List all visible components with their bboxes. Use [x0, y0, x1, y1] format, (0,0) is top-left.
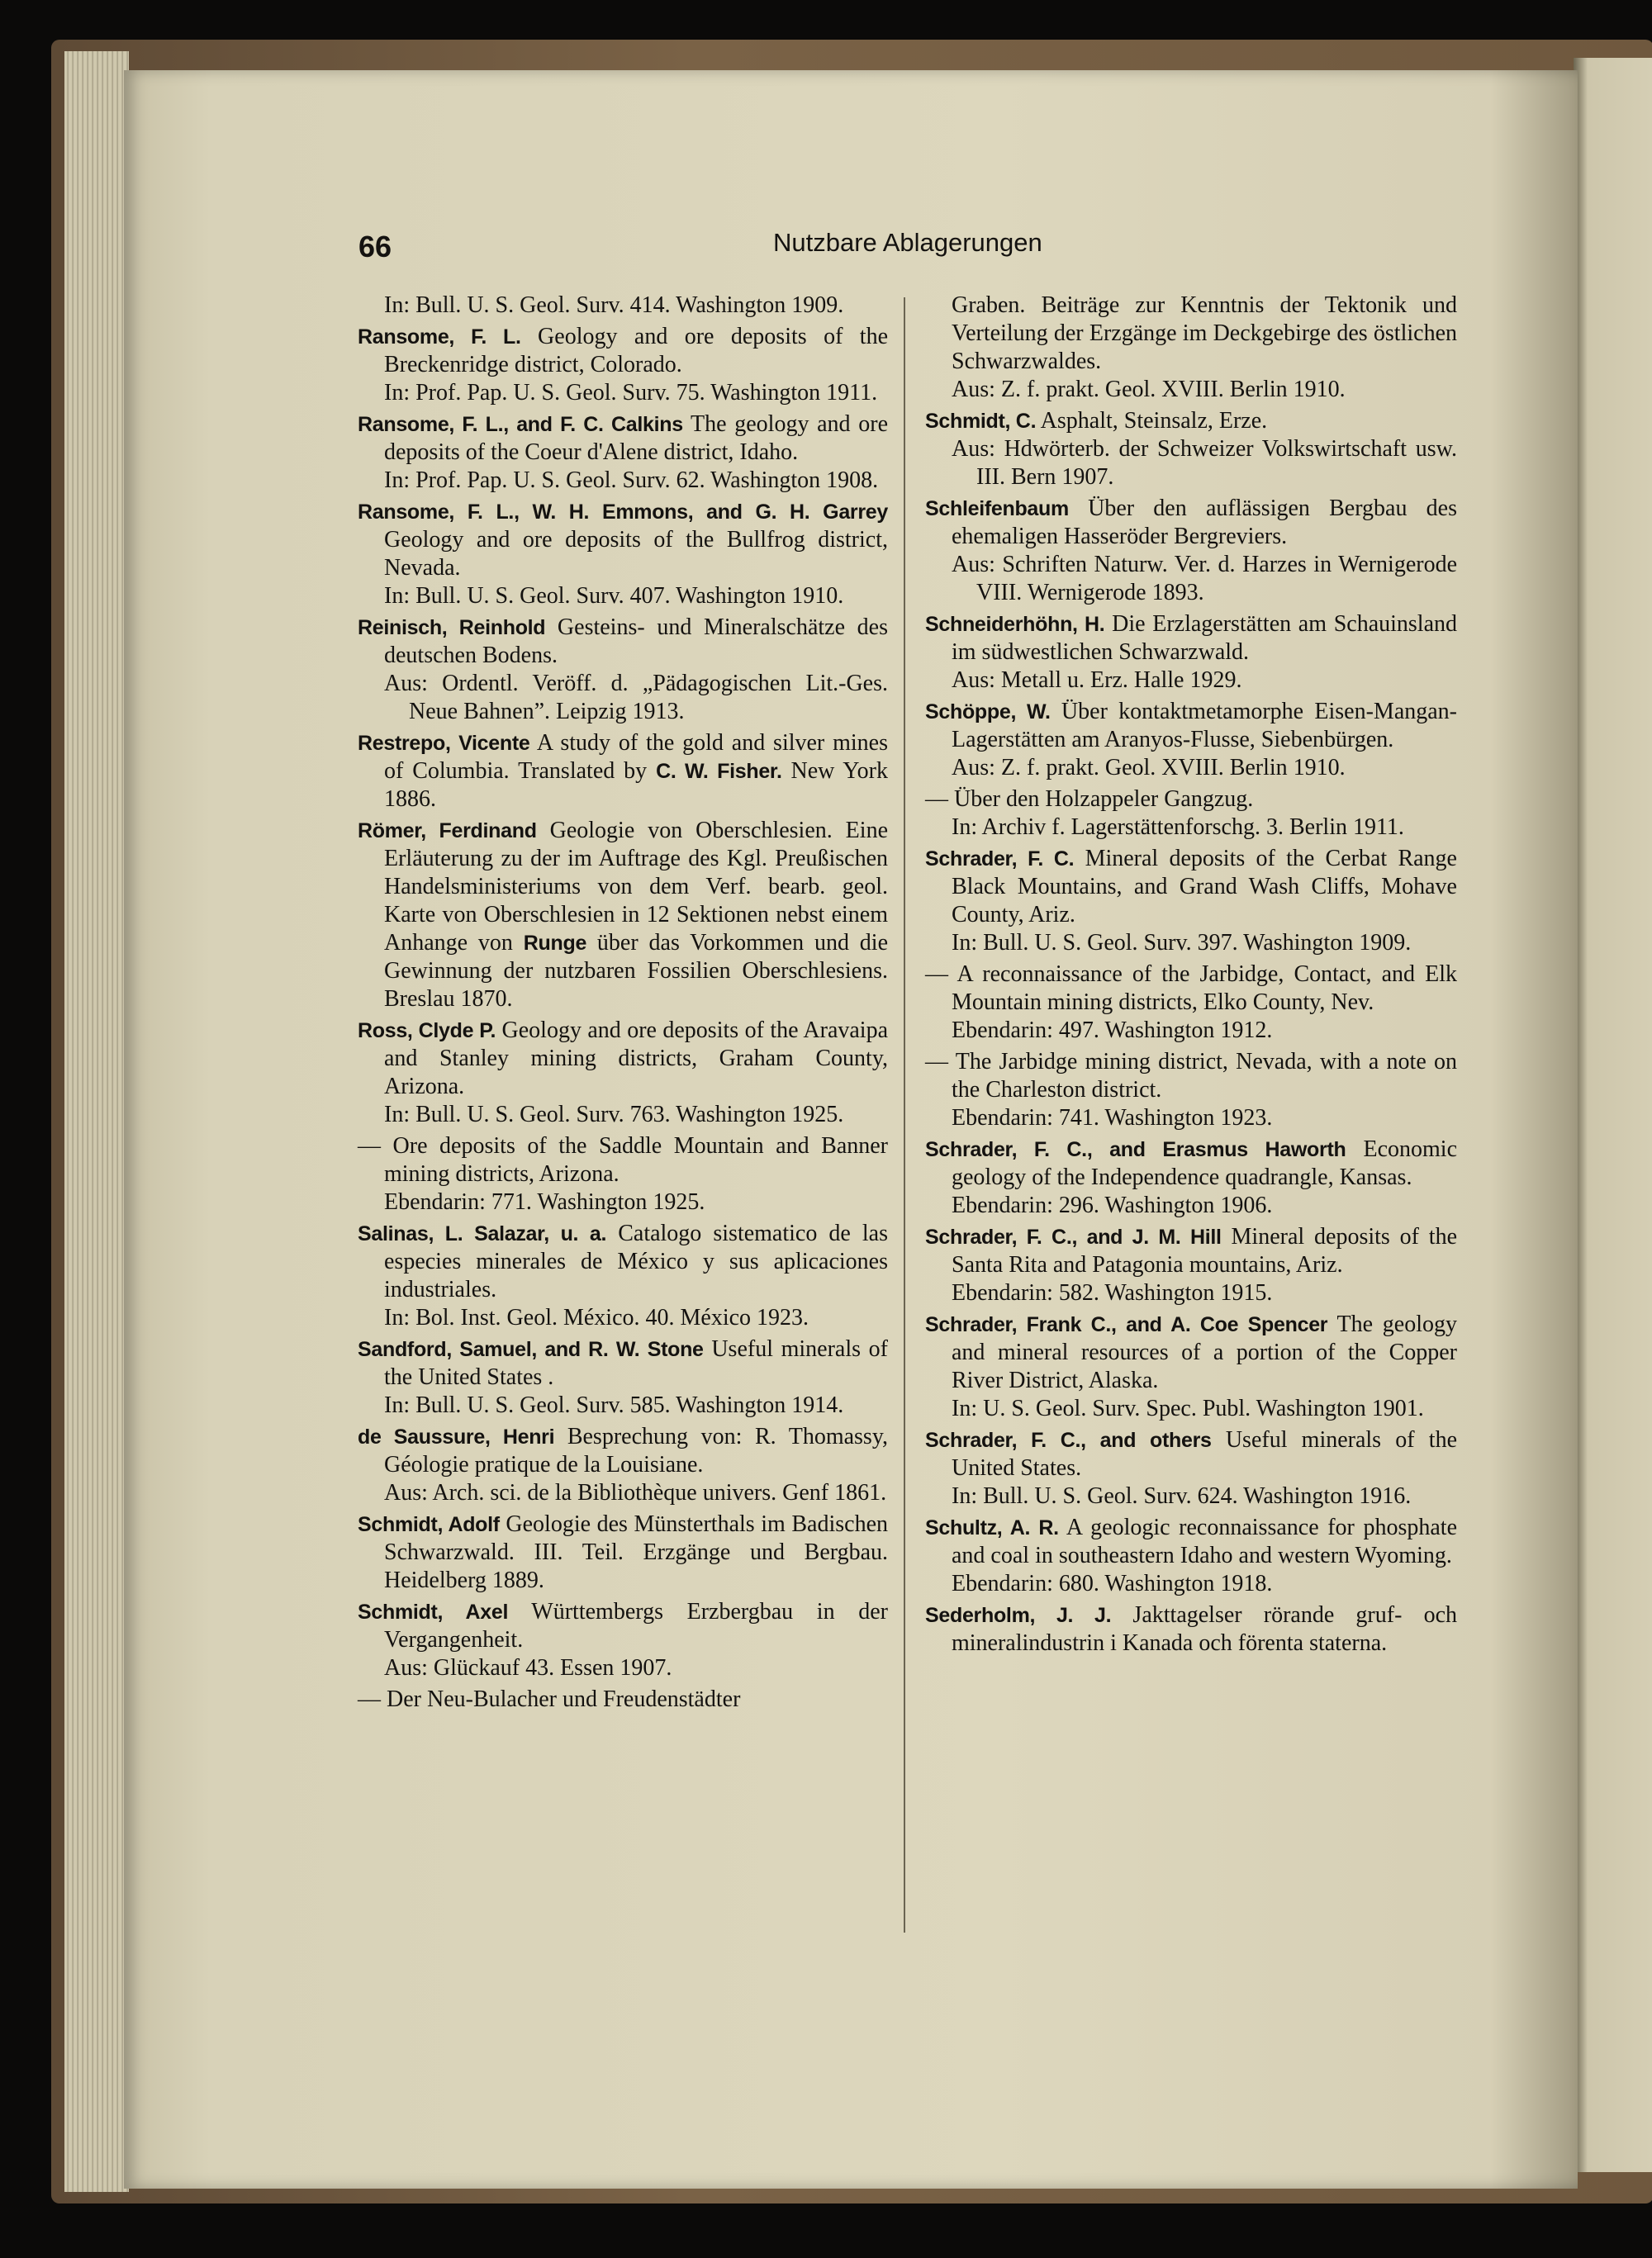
bibliography-entry: [925, 1311, 1457, 1423]
entry-citation: [925, 1136, 1457, 1192]
entry-publication: In: Bull. U. S. Geol. Surv. 414. Washington 1909.: [384, 292, 844, 318]
entry-citation: [925, 1048, 1457, 1104]
bibliography-entry: [358, 1132, 888, 1217]
entry-citation: [925, 1601, 1457, 1658]
bibliography-entry: [358, 1017, 888, 1129]
bibliography-entry: [358, 323, 888, 407]
entry-citation: [925, 610, 1457, 666]
entry-citation: [925, 1311, 1457, 1395]
bibliography-entry: [358, 1598, 888, 1682]
entry-title: Mineral deposits of the Santa Rita and Patagonia mountains, Ariz.: [952, 1224, 1457, 1278]
left-column: [358, 292, 888, 1717]
bibliography-entry: [925, 785, 1457, 842]
running-title: Nutzbare Ablagerungen: [773, 228, 1042, 257]
entry-author: Schleifenbaum: [925, 497, 1069, 520]
entry-author: Schrader, F. C., and Erasmus Haworth: [925, 1138, 1346, 1161]
bibliography-entry: [925, 292, 1457, 404]
entry-author: Schmidt, Axel: [358, 1601, 509, 1624]
bibliography-entry: [358, 1220, 888, 1332]
entry-publication: In: Bull. U. S. Geol. Surv. 763. Washington 1925.: [384, 1102, 844, 1127]
entry-publication: Aus: Ordentl. Veröff. d. „Pädagogischen Lit.-Ges. Neue Bahnen”. Leipzig 1913.: [384, 671, 888, 724]
entry-title: Geology and ore deposits of the Aravaipa and Stanley mining districts, Graham County, Arizona.: [384, 1018, 889, 1099]
bibliography-entry: [358, 292, 888, 320]
entry-citation: [358, 817, 888, 1013]
entry-citation: [358, 323, 888, 379]
entry-author: Restrepo, Vicente: [358, 732, 530, 755]
entry-citation: [925, 845, 1457, 929]
entry-title: Useful minerals of the United States .: [384, 1336, 889, 1390]
entry-author: Ransome, F. L., and F. C. Calkins: [358, 413, 683, 436]
entry-author: Salinas, L. Salazar, u. a.: [358, 1222, 607, 1245]
entry-title: Württembergs Erzbergbau in der Vergangenheit.: [384, 1599, 888, 1653]
entry-author: Schöppe, W.: [925, 700, 1051, 723]
entry-publication: Ebendarin: 497. Washington 1912.: [952, 1018, 1273, 1043]
entry-author: Reinisch, Reinhold: [358, 616, 546, 639]
entry-author: Ransome, F. L., W. H. Emmons, and G. H. Garrey: [358, 500, 888, 524]
bibliography-entry: [358, 1335, 888, 1420]
bibliography-entry: [925, 1426, 1457, 1511]
bibliography-entry: [925, 698, 1457, 782]
entry-citation: [925, 495, 1457, 551]
bibliography-entry: [925, 1048, 1457, 1132]
entry-coauthor: Runge: [523, 932, 587, 955]
entry-author: Schneiderhöhn, H.: [925, 613, 1105, 636]
entry-title: — Ore deposits of the Saddle Mountain and Banner mining districts, Arizona.: [358, 1133, 888, 1187]
bibliography-entry: [358, 817, 888, 1013]
entry-title: Geology and ore deposits of the Breckenridge district, Colorado.: [384, 324, 888, 377]
entry-coauthor: C. W. Fisher.: [656, 760, 782, 783]
entry-publication: Ebendarin: 771. Washington 1925.: [384, 1189, 705, 1215]
entry-title: Geologie des Münsterthals im Badischen Schwarzwald. III. Teil. Erzgänge und Bergbau. Heidelberg 1889.: [384, 1511, 888, 1593]
entry-publication: In: Bull. U. S. Geol. Surv. 624. Washington 1916.: [952, 1483, 1412, 1509]
entry-author: de Saussure, Henri: [358, 1425, 555, 1449]
entry-publication: In: Bull. U. S. Geol. Surv. 407. Washington 1910.: [384, 583, 844, 609]
entry-title: Die Erzlagerstätten am Schauinsland im südwestlichen Schwarzwald.: [952, 611, 1457, 665]
entry-publication: In: Bol. Inst. Geol. México. 40. México 1923.: [384, 1305, 809, 1331]
entry-citation: [925, 292, 1457, 376]
entry-publication: Aus: Arch. sci. de la Bibliothèque univers. Genf 1861.: [384, 1480, 887, 1506]
entry-citation: [358, 1511, 888, 1595]
entry-author: Sandford, Samuel, and R. W. Stone: [358, 1338, 704, 1361]
entry-citation: [358, 1132, 888, 1188]
entry-title: Economic geology of the Independence quadrangle, Kansas.: [952, 1136, 1457, 1190]
entry-title-continued: New York 1886.: [384, 758, 889, 812]
entry-publication: Ebendarin: 296. Washington 1906.: [952, 1193, 1273, 1218]
entry-citation: [925, 961, 1457, 1017]
entry-citation: [925, 698, 1457, 754]
entry-citation: [925, 1223, 1457, 1279]
entry-publication: Aus: Z. f. prakt. Geol. XVIII. Berlin 1910.: [952, 755, 1346, 780]
facing-page-edge: [1574, 58, 1652, 2172]
entry-title: Catalogo sistematico de las especies minerales de México y sus aplicaciones industriales.: [384, 1221, 889, 1302]
bibliography-entry: [925, 1514, 1457, 1598]
entry-publication: Ebendarin: 741. Washington 1923.: [952, 1105, 1273, 1131]
bibliography-entry: [925, 961, 1457, 1045]
entry-title: Jakttagelser rörande gruf- och mineralindustrin i Kanada och förenta staterna.: [952, 1602, 1457, 1656]
entry-citation: [925, 1514, 1457, 1570]
entry-publication: Aus: Schriften Naturw. Ver. d. Harzes in Wernigerode VIII. Wernigerode 1893.: [952, 552, 1457, 605]
bibliography-entry: [925, 1223, 1457, 1307]
entry-citation: [358, 1017, 888, 1101]
entry-publication: Ebendarin: 582. Washington 1915.: [952, 1280, 1273, 1306]
entry-title: Mineral deposits of the Cerbat Range Black Mountains, and Grand Wash Cliffs, Mohave County, Ariz.: [952, 846, 1457, 927]
entry-title: — Über den Holzappeler Gangzug.: [925, 786, 1254, 812]
entry-title: — Der Neu-Bulacher und Freudenstädter: [358, 1686, 741, 1712]
entry-citation: [925, 407, 1457, 435]
entry-citation: [925, 785, 1457, 814]
entry-publication: Ebendarin: 680. Washington 1918.: [952, 1571, 1273, 1596]
bibliography-entry: [358, 1423, 888, 1507]
entry-author: Römer, Ferdinand: [358, 819, 537, 842]
entry-author: Schrader, F. C., and others: [925, 1429, 1212, 1452]
entry-title: Useful minerals of the United States.: [952, 1427, 1457, 1481]
entry-citation: [358, 1220, 888, 1304]
entry-author: Schrader, Frank C., and A. Coe Spencer: [925, 1313, 1328, 1336]
entry-citation: [358, 410, 888, 467]
entry-citation: [358, 1686, 888, 1714]
entry-citation: [358, 1335, 888, 1392]
entry-author: Schmidt, Adolf: [358, 1513, 500, 1536]
bibliography-entry: [925, 1601, 1457, 1658]
page-number: 66: [358, 230, 392, 263]
bibliography-entry: [925, 845, 1457, 957]
bibliography-entry: [925, 1136, 1457, 1220]
entry-title: Geology and ore deposits of the Bullfrog district, Nevada.: [384, 527, 888, 581]
entry-title-continued: über das Vorkommen und die Gewinnung der nutzbaren Fossilien Oberschlesiens. Breslau 1870.: [384, 930, 889, 1012]
entry-citation: [358, 1423, 888, 1479]
bibliography-entry: [358, 1511, 888, 1595]
entry-citation: [358, 1598, 888, 1654]
entry-title: — The Jarbidge mining district, Nevada, with a note on the Charleston district.: [925, 1049, 1457, 1103]
entry-author: Schrader, F. C., and J. M. Hill: [925, 1226, 1222, 1249]
entry-title: Geologie von Oberschlesien. Eine Erläuterung zu der im Auftrage des Kgl. Preußischen Handelsministeriums von dem Verf. bearb. geol. Karte von Oberschlesien in 12 Sektionen nebst einem Anhange von: [384, 818, 888, 956]
entry-author: Schrader, F. C.: [925, 847, 1075, 870]
entry-publication: In: Prof. Pap. U. S. Geol. Surv. 75. Washington 1911.: [384, 380, 878, 406]
entry-publication: In: Bull. U. S. Geol. Surv. 585. Washington 1914.: [384, 1392, 844, 1418]
bibliography-entry: [358, 729, 888, 814]
bibliography-entry: [358, 614, 888, 726]
bibliography-entry: [358, 498, 888, 610]
entry-publication: Aus: Hdwörterb. der Schweizer Volkswirtschaft usw. III. Bern 1907.: [952, 436, 1457, 490]
bibliography-entry: [358, 410, 888, 495]
entry-publication: Aus: Z. f. prakt. Geol. XVIII. Berlin 1910.: [952, 377, 1346, 402]
page-edges: [64, 51, 129, 2192]
page-header: [0, 221, 1652, 271]
entry-title: Besprechung von: R. Thomassy, Géologie pratique de la Louisiane.: [384, 1424, 888, 1478]
entry-citation: [925, 1426, 1457, 1482]
entry-publication: In: Prof. Pap. U. S. Geol. Surv. 62. Washington 1908.: [384, 467, 879, 493]
bibliography-entry: [358, 1686, 888, 1714]
entry-title: Graben. Beiträge zur Kenntnis der Tektonik und Verteilung der Erzgänge im Deckgebirge des östlichen Schwarzwaldes.: [952, 292, 1457, 374]
entry-author: Schmidt, C.: [925, 410, 1037, 433]
entry-citation: [358, 498, 888, 582]
entry-author: Sederholm, J. J.: [925, 1604, 1112, 1627]
entry-author: Schultz, A. R.: [925, 1516, 1059, 1539]
entry-citation: [358, 729, 888, 814]
entry-title: Gesteins- und Mineralschätze des deutschen Bodens.: [384, 614, 888, 668]
entry-publication: In: Archiv f. Lagerstättenforschg. 3. Berlin 1911.: [952, 814, 1404, 840]
entry-title: Asphalt, Steinsalz, Erze.: [1036, 408, 1268, 434]
right-column: [925, 292, 1457, 1661]
entry-title: A geologic reconnaissance for phosphate and coal in southeastern Idaho and western Wyoming.: [952, 1515, 1458, 1568]
entry-citation: [358, 614, 888, 670]
bibliography-entry: [925, 407, 1457, 491]
bibliography-entry: [925, 610, 1457, 695]
entry-publication: In: U. S. Geol. Surv. Spec. Publ. Washington 1901.: [952, 1396, 1424, 1421]
entry-title: Über kontaktmetamorphe Eisen-Mangan-Lagerstätten am Aranyos-Flusse, Siebenbürgen.: [952, 699, 1458, 752]
entry-publication: Aus: Glückauf 43. Essen 1907.: [384, 1655, 672, 1681]
column-divider: [904, 297, 905, 1933]
entry-title: The geology and mineral resources of a portion of the Copper River District, Alaska.: [952, 1312, 1457, 1393]
entry-title: A study of the gold and silver mines of Columbia. Translated by: [384, 730, 888, 784]
entry-author: Ransome, F. L.: [358, 325, 521, 349]
entry-title: — A reconnaissance of the Jarbidge, Contact, and Elk Mountain mining districts, Elko County, Nev.: [925, 961, 1457, 1015]
entry-author: Ross, Clyde P.: [358, 1019, 496, 1042]
entry-title: The geology and ore deposits of the Coeur d'Alene district, Idaho.: [384, 411, 888, 465]
entry-publication: In: Bull. U. S. Geol. Surv. 397. Washington 1909.: [952, 930, 1412, 956]
bibliography-entry: [925, 495, 1457, 607]
entry-title: Über den auflässigen Bergbau des ehemaligen Hasseröder Bergreviers.: [952, 496, 1457, 549]
entry-publication: Aus: Metall u. Erz. Halle 1929.: [952, 667, 1242, 693]
